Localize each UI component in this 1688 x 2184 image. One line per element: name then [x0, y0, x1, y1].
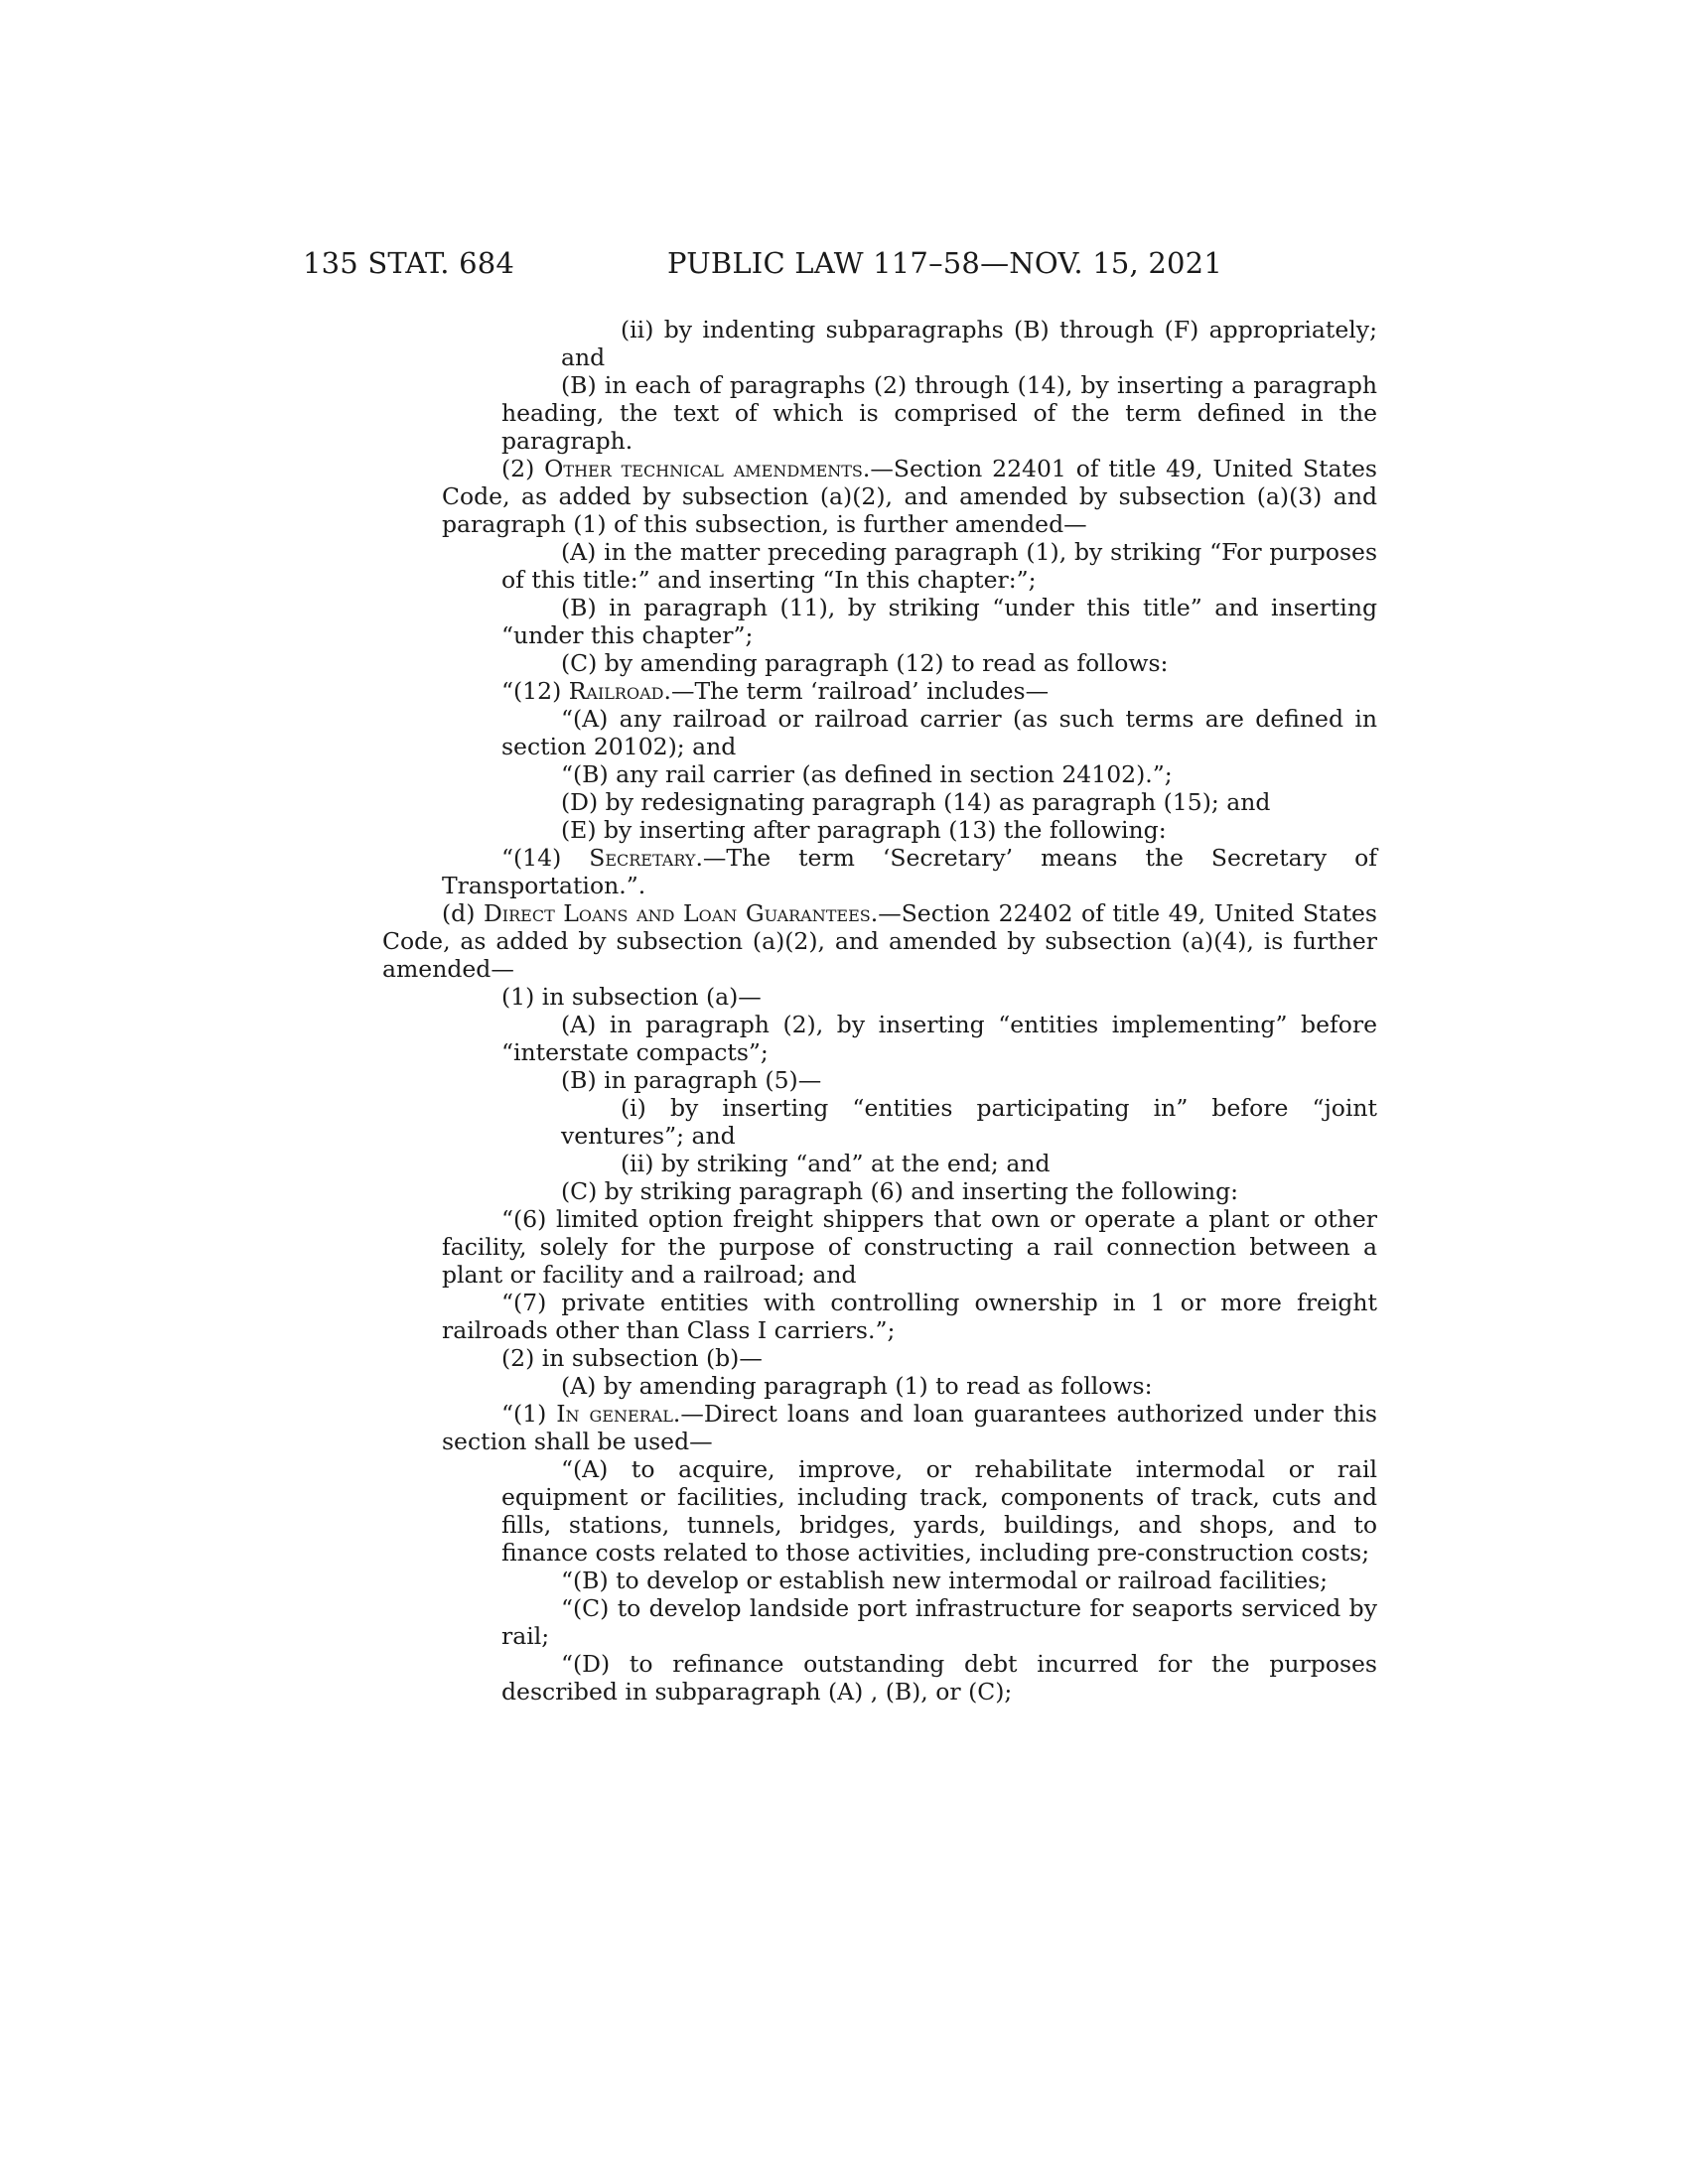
paragraph-prefix: “(14) [501, 844, 590, 872]
paragraph [501, 1066, 1377, 1094]
paragraph-prefix: “(12) [501, 677, 569, 705]
paragraph [501, 1567, 1377, 1594]
paragraph-prefix: “(1) [501, 1400, 557, 1428]
paragraph-text: (ii) by indenting subparagraphs (B) through (F) appropriately; and [561, 316, 1377, 371]
paragraph-text: .—The term ‘railroad’ includes— [663, 677, 1050, 705]
document-body [382, 316, 1377, 1706]
paragraph-text: (B) in paragraph (11), by striking “under this title” and inserting “under this chapter”; [501, 594, 1377, 649]
paragraph-prefix: (2) [501, 455, 545, 482]
paragraph [442, 677, 1377, 705]
paragraph-text: (C) by striking paragraph (6) and inserting the following: [561, 1177, 1239, 1205]
paragraph [501, 1372, 1377, 1400]
paragraph-text: (B) in paragraph (5)— [561, 1066, 822, 1094]
paragraph [442, 1289, 1377, 1344]
paragraph-text: .—Direct loans and loan guarantees authorized under this section shall be used— [442, 1400, 1377, 1455]
paragraph-text: “(C) to develop landside port infrastructure for seaports serviced by rail; [501, 1594, 1377, 1650]
paragraph [561, 316, 1377, 371]
paragraph [501, 371, 1377, 455]
paragraph-prefix: (d) [442, 899, 484, 927]
paragraph-text: “(B) any rail carrier (as defined in section 24102).”; [561, 760, 1173, 788]
paragraph [501, 538, 1377, 594]
paragraph-text: .—Section 22401 of title 49, United States Code, as added by subsection (a)(2), and amended by subsection (a)(3) and paragraph (1) of this subsection, is further amended— [442, 455, 1377, 538]
paragraph [442, 844, 1377, 899]
paragraph-text: (B) in each of paragraphs (2) through (14), by inserting a paragraph heading, the text of which is comprised of the term defined in the paragraph. [501, 371, 1377, 455]
paragraph-text: (E) by inserting after paragraph (13) the following: [561, 816, 1167, 844]
paragraph [501, 816, 1377, 844]
paragraph-text: “(A) any railroad or railroad carrier (as such terms are defined in section 20102); and [501, 705, 1377, 760]
paragraph-text: (D) by redesignating paragraph (14) as paragraph (15); and [561, 788, 1271, 816]
paragraph [501, 1650, 1377, 1706]
paragraph [442, 455, 1377, 538]
law-title: PUBLIC LAW 117–58—NOV. 15, 2021 [667, 246, 1222, 280]
paragraph-heading: Direct Loans and Loan Guarantees [483, 899, 871, 927]
paragraph-text: (A) in paragraph (2), by inserting “entities implementing” before “interstate compacts”; [501, 1011, 1377, 1066]
paragraph-text: (C) by amending paragraph (12) to read as follows: [561, 649, 1169, 677]
paragraph-heading: In general [556, 1400, 673, 1428]
paragraph [501, 1177, 1377, 1205]
paragraph-text: (1) in subsection (a)— [501, 983, 762, 1011]
paragraph [382, 899, 1377, 983]
paragraph-text: (ii) by striking “and” at the end; and [621, 1150, 1051, 1177]
paragraph [501, 705, 1377, 760]
paragraph-text: .—The term ‘Secretary’ means the Secretary of Transportation.”. [442, 844, 1377, 899]
paragraph-text: “(6) limited option freight shippers that own or operate a plant or other facility, solely for the purpose of constructing a rail connection between a plant or facility and a railroad; and [442, 1205, 1377, 1289]
paragraph [442, 1400, 1377, 1455]
paragraph [501, 760, 1377, 788]
paragraph [501, 594, 1377, 649]
paragraph [501, 788, 1377, 816]
paragraph [501, 1011, 1377, 1066]
paragraph [561, 1150, 1377, 1177]
paragraph-text: “(D) to refinance outstanding debt incurred for the purposes described in subparagraph (A) , (B), or (C); [501, 1650, 1377, 1706]
paragraph-heading: Other technical amendments [544, 455, 863, 482]
paragraph-text: (i) by inserting “entities participating in” before “joint ventures”; and [561, 1094, 1377, 1150]
paragraph [501, 649, 1377, 677]
paragraph-text: .—Section 22402 of title 49, United States Code, as added by subsection (a)(2), and amended by subsection (a)(4), is further amended— [382, 899, 1377, 983]
page-header [303, 246, 1377, 290]
paragraph-text: (A) in the matter preceding paragraph (1), by striking “For purposes of this title:” and inserting “In this chapter:”; [501, 538, 1377, 594]
paragraph-heading: Secretary [589, 844, 696, 872]
paragraph [442, 983, 1377, 1011]
paragraph [501, 1594, 1377, 1650]
paragraph-text: (A) by amending paragraph (1) to read as follows: [561, 1372, 1153, 1400]
paragraph [501, 1455, 1377, 1567]
paragraph-text: “(7) private entities with controlling ownership in 1 or more freight railroads other than Class I carriers.”; [442, 1289, 1377, 1344]
paragraph [561, 1094, 1377, 1150]
paragraph-text: “(B) to develop or establish new intermodal or railroad facilities; [561, 1567, 1329, 1594]
paragraph-text: (2) in subsection (b)— [501, 1344, 763, 1372]
stat-page-number: 135 STAT. 684 [303, 246, 515, 280]
paragraph-heading: Railroad [568, 677, 664, 705]
paragraph [442, 1344, 1377, 1372]
paragraph-text: “(A) to acquire, improve, or rehabilitate intermodal or rail equipment or facilities, including track, components of track, cuts and fills, stations, tunnels, bridges, yards, buildings, and shops, and to finance costs related to those activities, including pre-construction costs; [501, 1455, 1377, 1567]
paragraph [442, 1205, 1377, 1289]
